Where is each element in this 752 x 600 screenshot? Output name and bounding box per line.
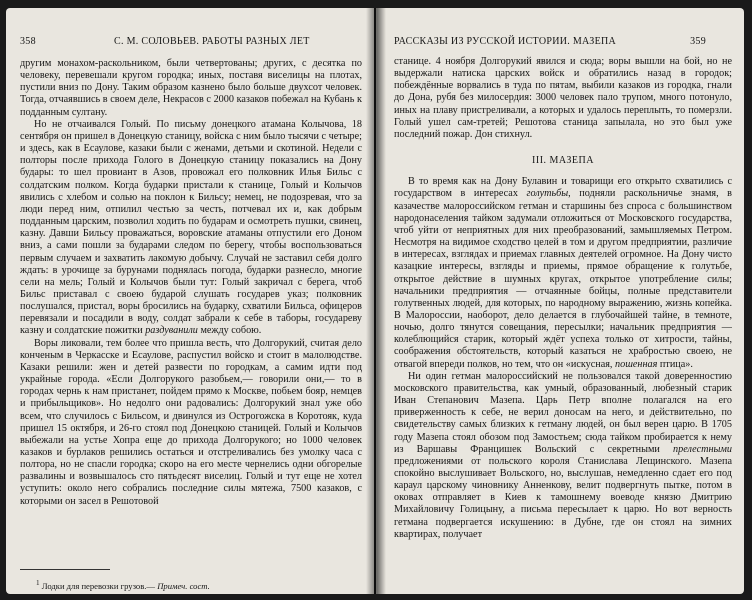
left-paragraph-3: Воры ликовали, тем более что пришла весть, что Долгорукий, считая дело конченым в Черкасске и Есаулове, распустил войско и стоит в малолюдстве. Казаки решили: жен и детей развести по городкам, а самим идти под украйные города. «Если Долгорукого разобьем,— говорили они,— то в городах чернь к нам пристанет, пойдем прямо к Москве, побьем бояр, немцев и прибыльщиков». Но недолго они радовались: Долгорукий знал уже обо всем, что случилось с Бильсом, и двинулся из Острогожска в Коротояк, куда пришел 15 октября, и 26-го стоял под Донецкою станицей. Голый и Колычов выбежали на устье Хопра еще до прихода Долгорукого; но 1000 человек казаков и бурлаков решились остаться и отстреливались без умолку часа с полтора, но не спасли городка; скоро на его месте чернелись одни обгорелые развалины и возвышалось сто пятьдесят виселиц. Голый и тут еще не хотел уступить: около него собрались последние силы мятежа, 7500 казаков, с которыми он засел в Решотовой — [20, 337, 362, 507]
left-running-title: С. М. СОЛОВЬЕВ. РАБОТЫ РАЗНЫХ ЛЕТ — [114, 36, 310, 47]
right-p1-italic2: пошенная — [615, 358, 658, 370]
right-paragraph-2 — [394, 371, 732, 541]
right-running-title: РАССКАЗЫ ИЗ РУССКОЙ ИСТОРИИ. МАЗЕПА — [394, 36, 617, 47]
footnote-rule — [20, 569, 110, 570]
footnote-text: Лодки для перевозки грузов.— — [39, 580, 158, 591]
right-p1-c: птица». — [657, 358, 693, 370]
left-page — [6, 8, 374, 594]
left-paragraph-2-text: Но не отчаивался Голый. По письму донецкого атамана Колычова, 18 сентября он пришел в Донецкую станицу, войска с ним было тысячи с четыре; и здесь, как в Есаулове, казаки были с женами, детьми и скотиной. Недели с полторы после прихода Голого в Донецкую станицу показались на Дону будары: то шел провиант в Азов, провожал его полковник Илья Бильс с солдатским полком. Когда бударки пристали к станице, Голый и Колычов явились с хлебом и солью на поклон к Бильсу; немец, не подозревая, что за люди перед ним, отпилил честью за честь, потчевал их и, как добрым подданным царским, позволил ходить по бударам и осмотреть пушки, свинец, казну. Давши Бильсу проважаться, воровские атаманы отпустили его Доном вниз, а сами пошли за бударами следом по берегу, чтобы воспользоваться первым случаем и захватить лакомую добычу. Случай не заставил себя долго ждать: в урочище за бурунами поднялась погода, бударки разнесло, многие сели на мель; Голый и Колычов были тут: Голый закричал с берега, чтоб Бильс приставал с своею бударой слушать государев указ; полковник послушался, пристал, воры бросились на бударку, схватили Бильса, офицеров перевязали и посадили в воду, солдат забрали к себе в таборы, государеву казну и солдатские пожитки — [20, 118, 362, 337]
left-paragraph-1: другим монахом-раскольником, были четвертованы; других, с десятка по человеку, перевешали кругом городка; иных, поставя виселицы на плотах, пустили вниз по Дону. Таким образом казнено было больше двухсот человек. Тогда, отчаявшись в своем деле, Некрасов с 2000 казаков побежал на Кубань к подданным султану. — [20, 58, 362, 118]
right-p2-italic: прелестными — [673, 443, 732, 455]
razduvanili-word: раздуванили — [145, 325, 198, 337]
left-page-body — [20, 58, 362, 508]
right-p1-a: В то время как на Дону Булавин и товарищи его открыто схватились с государством в интересах — [394, 176, 732, 200]
razduvanili-tail: между собою. — [197, 325, 262, 337]
right-page-number: 359 — [690, 36, 706, 47]
left-paragraph-2 — [20, 119, 362, 338]
section-title: III. МАЗЕПА — [532, 155, 594, 167]
right-paragraph-1 — [394, 176, 732, 371]
right-p2-a: Ни один гетман малороссийский не пользовался такой доверенностию московского правительства, как умный, образованный, любезный старик Иван Степанович Мазепа. Царь Петр вполне полагался на его приверженность к себе, не верил доносам на него, и действительно, по свидетельству самых близких к гетману людей, он был верен царю. В 1705 году Мазепа стоял обозом под Замостьем; сюда тайком пробирается к нему из Варшавы Францишек Вольский с секретными — [394, 370, 732, 455]
right-opening-paragraph: станице. 4 ноября Долгорукий явился и сюда; воры вышли на бой, но не выдержали натиска царских войск и обратились назад в городок; побеждённые ворвались в туда по пятам, выбили казаков из городка, гнали до Дона, рубя без милосердия: 3000 человек пало трупом, много потонуло, иных на плаву пристреливали, а которых и удалось переплыть, то померзли. Голый ушел сам-третей; Решотова станица запылала, но это был уже последний пожар. Дон стихнул. — [394, 56, 732, 140]
footnote-editor-note: Примеч. сост. — [157, 580, 210, 591]
right-page — [376, 8, 744, 594]
right-p2-b: предложениями от польского короля Станислава Лещинского. Мазепа спокойно выслушивает Вольского, но, выслушав, немедленно сдает его под караул царскому чиновнику Анненкову, велит подвергнуть пытке, потом в оковах отправляет в Киев к тамошнему воеводе князю Дмитрию Михайловичу Голицыну, а письма пересылает к царю. Но вот верность гетмана подвергается искушению: в Дубне, где он стоял на зимних квартирах, получает — [394, 455, 732, 540]
right-p1-b: , подняли раскольничье знамя, в казачестве малороссийском гетман и старшины без спроса с большинством народонаселения тайком задумали отложиться от Московского государства, чтоб уйти от неприятных для них преобразований, замышляемых Петром. Несмотря на видимое сходство целей в том и другом предприятии, различие в интересах, взглядах и приемах главных деятелей огромное. На Дону чисто казацкие интересы, взгляды и приемы, прямое обращение к голутьбе, открытое действие в шумных кругах, открытое употребление силы; начальники предприятия — отчаянные бойцы, полные представители голутвенных людей, для которых, по народному выражению, жизнь копейка. В Малороссии, наоборот, дело делается в глубочайшей тайне, в темноте, ночью, долго тянутся совещания, пересылки; начальник предприятия — колеблющийся старик, который ждёт успеха только от хитрости, тайны, соображения обстоятельств, который казаться не храбростью своею, не отвагой впереди полков, но тем, что он «искусная, — [394, 188, 732, 370]
left-page-number: 358 — [20, 36, 36, 47]
footnote — [36, 579, 210, 591]
right-page-body — [394, 56, 732, 541]
right-p1-italic: голутьбы — [526, 188, 569, 200]
footnote-number: 1 — [36, 579, 40, 587]
